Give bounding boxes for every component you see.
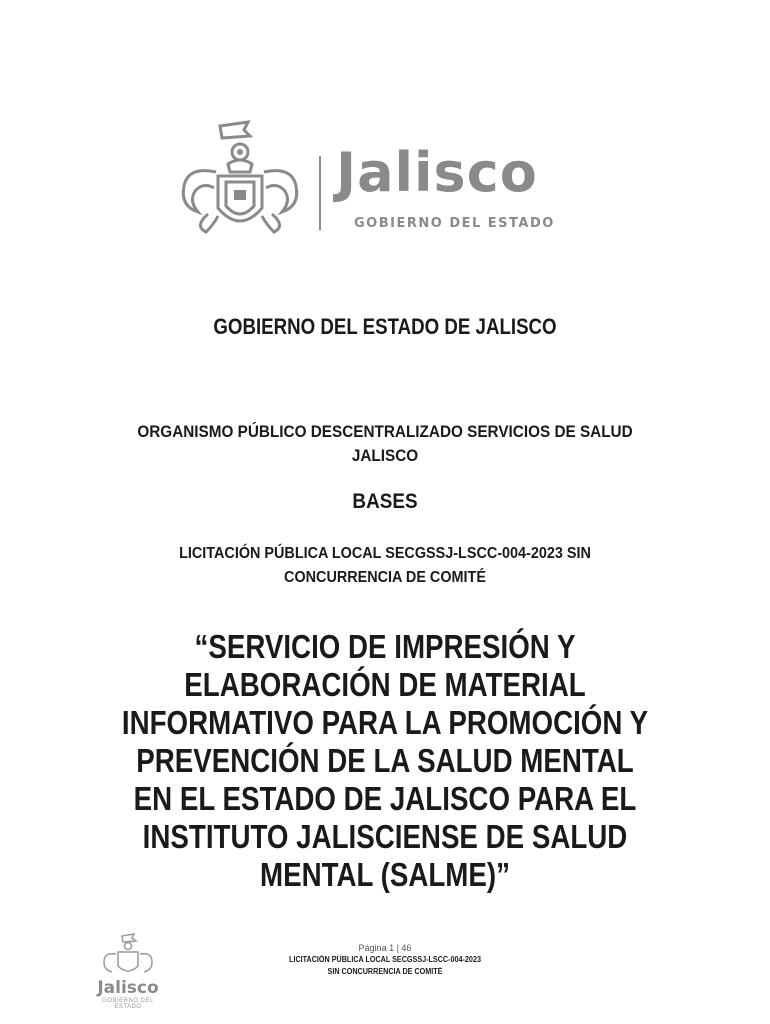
bases-title: BASES (352, 490, 418, 513)
jalisco-header-logo (178, 116, 588, 238)
page-number: Página 1 | 46 (358, 943, 412, 953)
logo-wordmark: Jalisco (336, 141, 538, 204)
footer-text (240, 942, 530, 978)
service-title: “SERVICIO DE IMPRESIÓN Y ELABORACIÓN DE MATERIAL INFORMATIVO PARA LA PROMOCIÓN Y PREVENCIÓN DE LA SALUD MENTAL EN EL ESTADO DE JALISCO PARA EL INSTITUTO JALISCIENSE DE SALUD MENTAL (SALME)” (121, 628, 649, 893)
government-title: GOBIERNO DEL ESTADO DE JALISCO (213, 314, 557, 339)
footer-licitacion-line1: LICITACIÓN PÚBLICA LOCAL SECGSSJ-LSCC-004-2023 (289, 955, 481, 964)
footer-logo-wordmark: Jalisco (97, 978, 159, 998)
logo-subtitle: GOBIERNO DEL ESTADO (354, 216, 555, 231)
footer-logo (88, 932, 168, 1008)
logo-divider (319, 156, 321, 230)
organism-title: ORGANISMO PÚBLICO DESCENTRALIZADO SERVICIOS DE SALUD JALISCO (137, 422, 633, 465)
licitacion-title: LICITACIÓN PÚBLICA LOCAL SECGSSJ-LSCC-004-2023 SIN CONCURRENCIA DE COMITÉ (179, 545, 591, 586)
footer-licitacion-line2: SIN CONCURRENCIA DE COMITÉ (327, 967, 443, 976)
footer-logo-subtitle: GOBIERNO DEL ESTADO (102, 998, 154, 1010)
jalisco-coat-of-arms-small-icon (88, 932, 168, 976)
jalisco-coat-of-arms-icon (178, 116, 308, 238)
